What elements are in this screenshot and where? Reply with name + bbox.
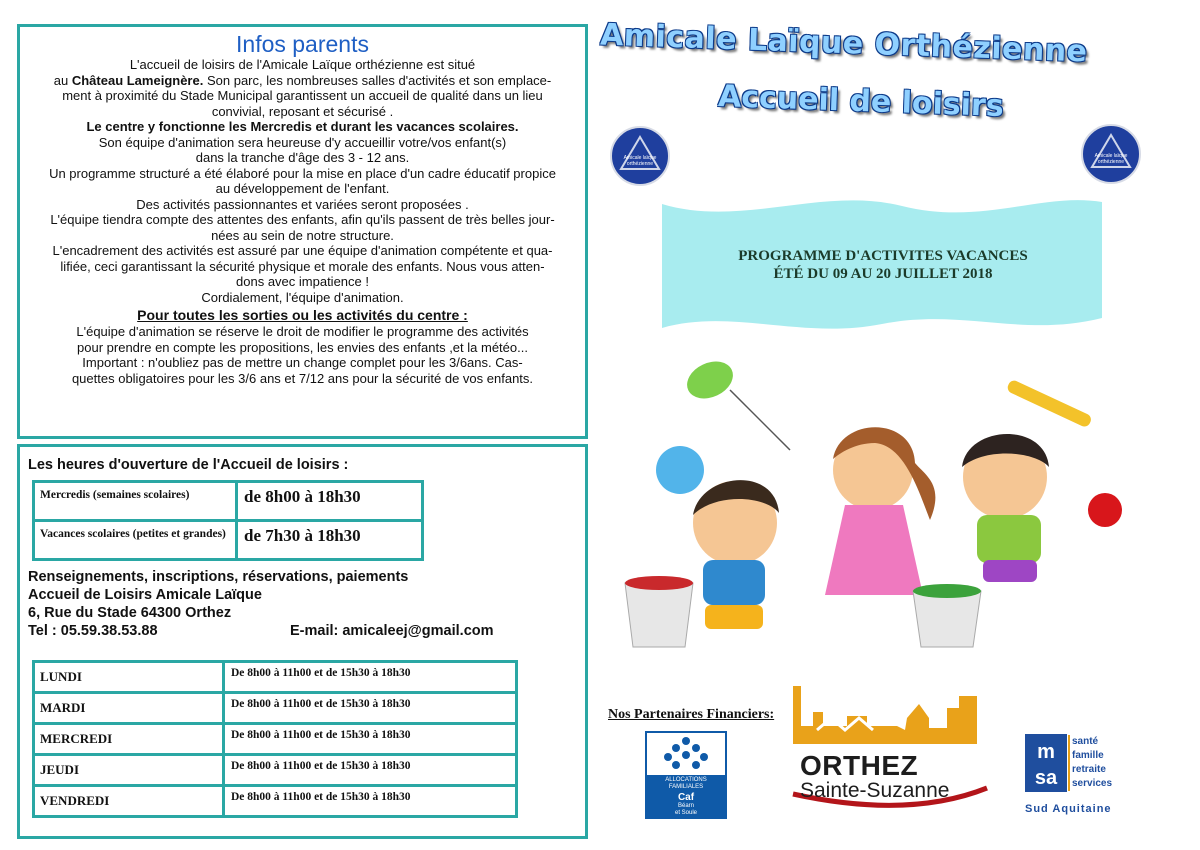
svg-text:m: m [1037, 741, 1055, 763]
table-row [34, 724, 517, 755]
hours-period-value: de 7h30 à 18h30 [237, 521, 423, 560]
hours-period-value: de 8h00 à 18h30 [237, 482, 423, 521]
association-title: Amicale Laïque Orthézienne [599, 17, 1089, 70]
contact-block [28, 568, 583, 640]
table-row [34, 521, 423, 560]
day-cell: JEUDI [34, 755, 224, 786]
children-painting-illustration [605, 355, 1195, 675]
msa-logo-icon [1025, 734, 1067, 792]
caf-text: FAMILIALES [668, 784, 704, 790]
orthez-subtitle: Sainte-Suzanne [800, 779, 950, 802]
day-cell: LUNDI [34, 662, 224, 693]
infos-text: Son parc, les nombreuses salles d'activités et son emplace- [206, 72, 552, 88]
infos-line: convivial, reposant et sécurisé . [211, 103, 394, 119]
infos-line: Un programme structuré a été élaboré pour la mise en place d'un cadre éducatif propice [49, 165, 556, 181]
svg-text:sa: sa [1034, 767, 1058, 789]
infos-line: lifiée, ceci garantissant la sécurité physique et morale des enfants. Nous vous atten- [60, 258, 545, 274]
day-cell: MARDI [34, 693, 224, 724]
infos-line: L'encadrement des activités est assuré par une équipe d'animation compétente et qua- [52, 243, 553, 258]
caf-text: et Soule [674, 810, 698, 816]
svg-text:Amicale laïque: Amicale laïque [623, 155, 657, 161]
infos-line: L'équipe d'animation se réserve le droit de modifier le programme des activités [76, 324, 529, 339]
opening-hours-box [17, 444, 588, 839]
subtitle-accueil: Accueil de loisirs [717, 79, 1005, 124]
association-logo-right [1081, 124, 1141, 184]
contact-phone-row [28, 622, 583, 640]
caf-text: Caf [677, 792, 695, 803]
day-hours-cell: De 8h00 à 11h00 et de 15h30 à 18h30 [224, 755, 517, 786]
table-row [34, 482, 423, 521]
contact-phone: Tel : 05.59.38.53.88 [28, 623, 158, 639]
caf-people-icon [645, 731, 727, 777]
day-hours-cell: De 8h00 à 11h00 et de 15h30 à 18h30 [224, 724, 517, 755]
hours-period-label: Vacances scolaires (petites et grandes) [34, 521, 237, 560]
day-cell: MERCREDI [34, 724, 224, 755]
day-hours-cell: De 8h00 à 11h00 et de 15h30 à 18h30 [224, 786, 517, 817]
infos-line: au développement de l'enfant. [215, 181, 390, 196]
infos-parents-box [17, 24, 588, 439]
contact-address: 6, Rue du Stade 64300 Orthez [28, 605, 232, 621]
day-hours-cell: De 8h00 à 11h00 et de 15h30 à 18h30 [224, 693, 517, 724]
contact-email[interactable]: E-mail: amicaleej@gmail.com [290, 623, 494, 639]
msa-text: retraite [1072, 764, 1106, 775]
day-hours-cell: De 8h00 à 11h00 et de 15h30 à 18h30 [224, 662, 517, 693]
table-row [34, 662, 517, 693]
table-row [34, 786, 517, 817]
triangle-logo-icon [1083, 126, 1139, 182]
triangle-logo-icon [612, 128, 668, 184]
svg-text:orthézienne: orthézienne [1097, 159, 1125, 165]
infos-title: Infos parents [236, 31, 369, 57]
msa-divider [1068, 735, 1070, 791]
infos-line: Son équipe d'animation sera heureuse d'y accueillir votre/vos enfant(s) [98, 134, 507, 150]
infos-line: Important : n'oubliez pas de mettre un change complet pour les 3/6ans. Cas- [82, 355, 523, 370]
infos-line: dans la tranche d'âge des 3 - 12 ans. [195, 150, 410, 165]
infos-line: pour prendre en compte les propositions, les envies des enfants ,et la météo... [77, 339, 528, 355]
programme-line: PROGRAMME D'ACTIVITES VACANCES [738, 248, 1028, 264]
caf-logo [645, 731, 727, 819]
msa-region: Sud Aquitaine [1025, 803, 1112, 815]
infos-line: Des activités passionnantes et variées seront proposées . [136, 196, 469, 212]
association-logo-left [610, 126, 670, 186]
infos-line: nées au sein de notre structure. [211, 227, 394, 243]
infos-line [28, 73, 577, 89]
infos-line: L'accueil de loisirs de l'Amicale Laïque orthézienne est situé [129, 57, 476, 72]
contact-line: Renseignements, inscriptions, réservations, paiements [28, 569, 409, 585]
programme-dates: ÉTÉ DU 09 AU 20 JUILLET 2018 [773, 266, 993, 282]
infos-line: quettes obligatoires pour les 3/6 ans et 7/12 ans pour la sécurité de vos enfants. [71, 370, 534, 386]
caf-text: Béarn [677, 803, 694, 809]
svg-text:Amicale laïque: Amicale laïque [1094, 153, 1128, 159]
day-cell: VENDREDI [34, 786, 224, 817]
msa-text: santé [1072, 736, 1099, 747]
table-row [34, 755, 517, 786]
caf-text: ALLOCATIONS [665, 777, 707, 783]
table-row [34, 693, 517, 724]
infos-line: ment à proximité du Stade Municipal garantissent un accueil de qualité dans un lieu [62, 88, 543, 103]
hours-period-label: Mercredis (semaines scolaires) [34, 482, 237, 521]
infos-signature: Cordialement, l'équipe d'animation. [201, 289, 404, 305]
infos-text: au [53, 72, 69, 88]
hours-title: Les heures d'ouverture de l'Accueil de loisirs : [28, 457, 349, 473]
infos-line: L'équipe tiendra compte des attentes des enfants, afin qu'ils passent de très belles jour- [50, 212, 555, 227]
contact-line: Accueil de Loisirs Amicale Laïque [28, 587, 262, 603]
infos-opening-line: Le centre y fonctionne les Mercredis et durant les vacances scolaires. [86, 119, 519, 134]
msa-text: famille [1072, 750, 1104, 761]
infos-line: dons avec impatience ! [236, 274, 369, 289]
msa-text: services [1072, 778, 1113, 789]
programme-title [668, 247, 1098, 283]
hours-table [32, 480, 424, 561]
outings-title: Pour toutes les sorties ou les activités du centre : [137, 307, 468, 323]
partners-title: Nos Partenaires Financiers: [608, 707, 775, 722]
svg-text:orthézienne: orthézienne [626, 161, 654, 167]
infos-location: Château Lameignère. [71, 72, 204, 88]
weekly-schedule-table [32, 660, 518, 818]
orthez-name: ORTHEZ [800, 750, 919, 781]
